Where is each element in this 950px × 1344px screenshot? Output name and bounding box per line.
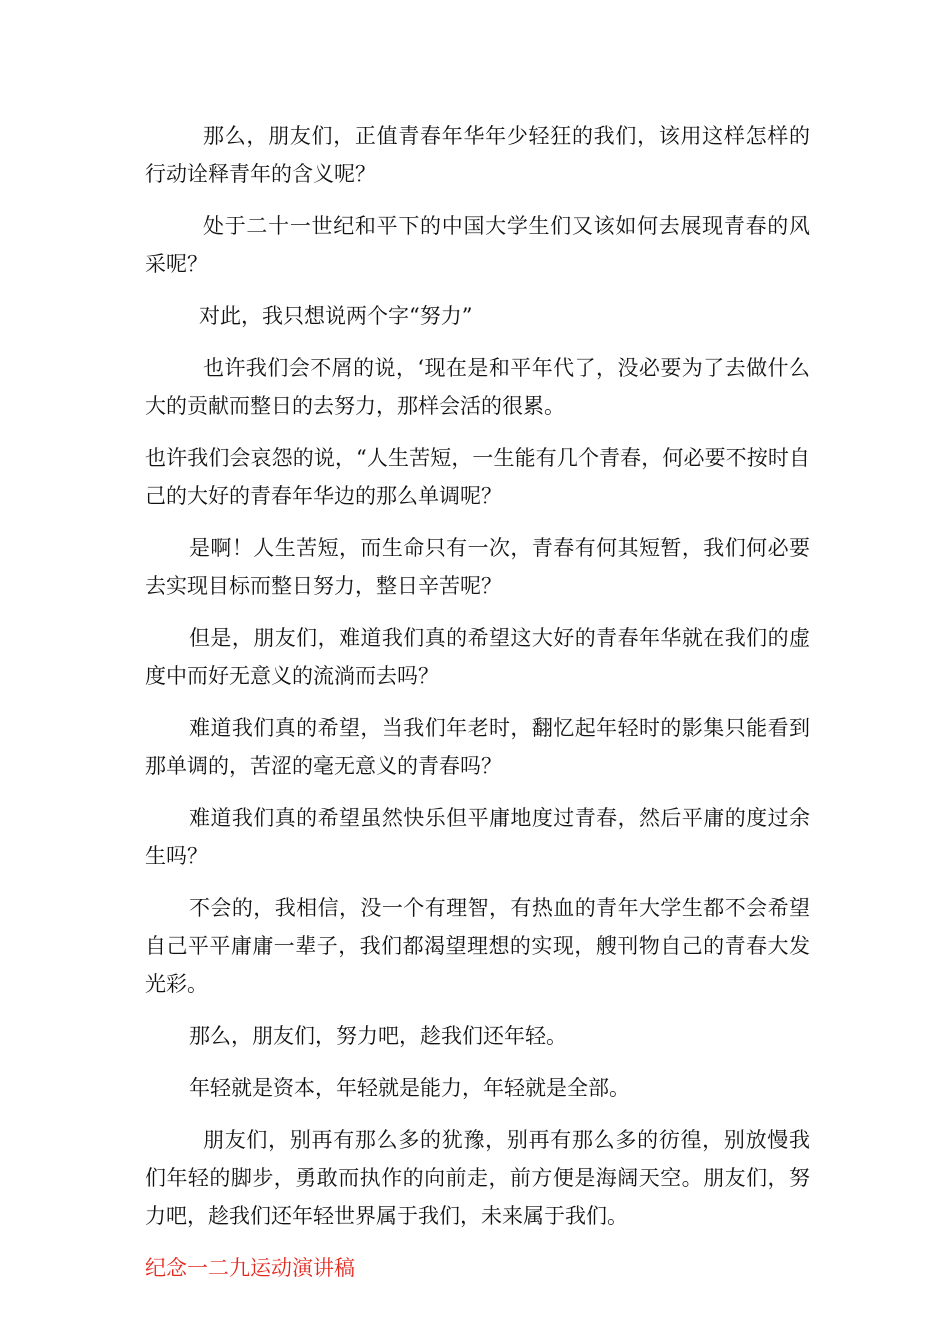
paragraph-13: 朋友们，别再有那么多的犹豫，别再有那么多的彷徨，别放慢我们年轻的脚步，勇敢而执作的向前走，前方便是海阔天空。朋友们，努力吧，趁我们还年轻世界属于我们，未来属于我们。 [145, 1128, 810, 1228]
paragraph-10: 不会的，我相信，没一个有理智，有热血的青年大学生都不会希望自己平平庸庸一辈子，我们都渴望理想的实现，艘刊物自己的青春大发光彩。 [145, 896, 810, 996]
paragraph-8: 难道我们真的希望，当我们年老时，翻忆起年轻时的影集只能看到那单调的，苦涩的毫无意义的青春吗？ [145, 716, 810, 778]
paragraph-1: 那么，朋友们，正值青春年华年少轻狂的我们，该用这样怎样的行动诠释青年的含义呢？ [145, 124, 810, 186]
paragraph-7: 但是，朋友们，难道我们真的希望这大好的青春年华就在我们的虚度中而好无意义的流淌而去吗？ [145, 626, 810, 688]
paragraph-6: 是啊！人生苦短，而生命只有一次，青春有何其短暂，我们何必要去实现目标而整日努力，整日辛苦呢？ [145, 536, 810, 598]
paragraph-3: 对此，我只想说两个字“努力” [199, 304, 473, 328]
paragraph-2: 处于二十一世纪和平下的中国大学生们又该如何去展现青春的风采呢？ [145, 214, 810, 276]
paragraph-4: 也许我们会不屑的说，‘现在是和平年代了，没必要为了去做什么大的贡献而整日的去努力，那样会活的很累。 [145, 356, 810, 418]
paragraph-12: 年轻就是资本，年轻就是能力，年轻就是全部。 [189, 1076, 630, 1100]
paragraph-9: 难道我们真的希望虽然快乐但平庸地度过青春，然后平庸的度过余生吗？ [145, 806, 810, 868]
paragraph-11: 那么，朋友们，努力吧，趁我们还年轻。 [189, 1024, 567, 1048]
paragraph-5: 也许我们会哀怨的说，“人生苦短，一生能有几个青春，何必要不按时自己的大好的青春年华边的那么单调呢？ [145, 446, 810, 508]
related-article-title[interactable]: 纪念一二九运动演讲稿 [145, 1256, 355, 1280]
speech-body [145, 117, 810, 1287]
